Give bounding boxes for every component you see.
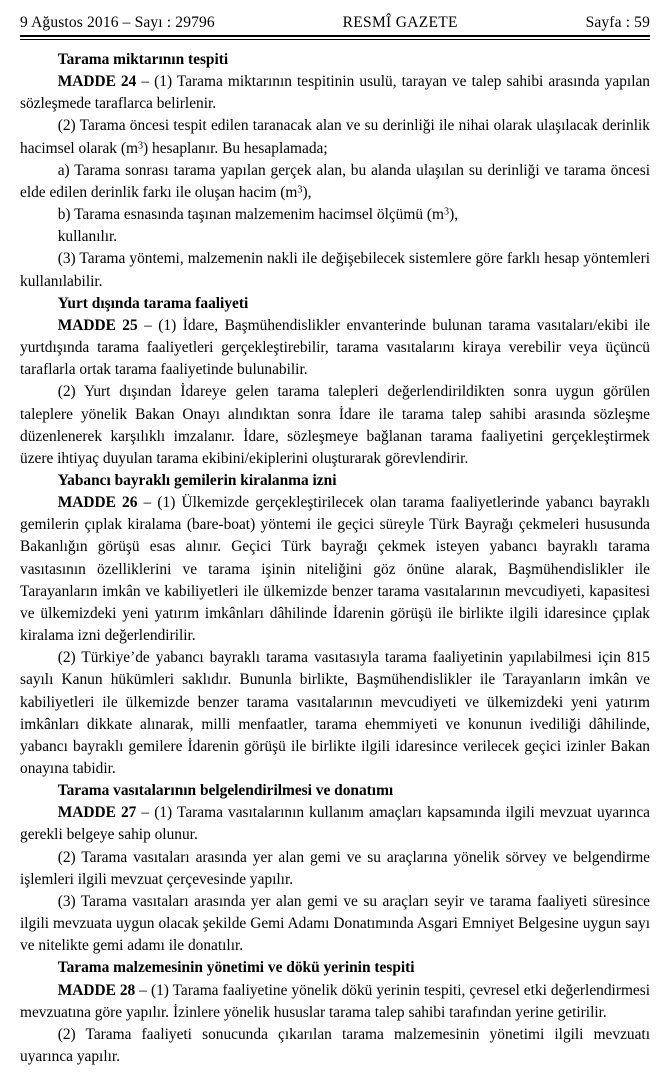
paragraph-text: (1) Tarama vasıtalarının kullanım amaçları kapsamında ilgili mevzuat uyarınca gerekli belgeye sahip olunur. [20,804,651,844]
header-page-number: Sayfa : 59 [585,14,650,31]
article-paragraph-first [20,802,650,846]
article-paragraph [20,115,650,159]
article-label-separator: – [137,494,158,512]
paragraph-text: (2) Tarama vasıtaları arasında yer alan gemi ve su araçlarına yönelik sörvey ve belgendirme işlemleri ilgili mevzuat çerçevesinde yapılır. [20,848,650,888]
article-number-label: MADDE 28 [57,981,136,999]
section-heading: Yurt dışında tarama faaliyeti [57,294,249,312]
paragraph-text: (2) Tarama öncesi tespit edilen taranacak alan ve su derinliği ile nihai olarak ulaşılacak derinlik hacimsel olarak (m [20,117,650,157]
paragraph-text-continued: ), [449,206,459,224]
paragraph-text: (1) Tarama faaliyetine yönelik dökü yerinin tespiti, çevresel etki değerlendirmesi mevzuatına göre yapılır. İzinlere yönelik hususlar tarama talep sahibi tarafından yerine getirilir. [20,981,651,1021]
paragraph-text: kullanılır. [57,228,118,246]
paragraph-text: (2) Tarama faaliyeti sonucunda çıkarılan tarama malzemesinin yönetimi ilgili mevzuatı uyarınca yapılır. [20,1025,650,1066]
paragraph-text: b) Tarama esnasında taşınan malzemenim hacimsel ölçümü (m [57,206,444,224]
section-heading: Yabancı bayraklı gemilerin kiralanma izni [57,471,337,489]
paragraph-text-continued: ), [302,183,312,201]
article-paragraph [20,226,650,248]
page-running-head [0,0,670,32]
paragraph-text: (3) Tarama vasıtaları arasında yer alan gemi ve su araçları seyir ve tarama faaliyeti süresince ilgili mevzuata uygun olacak şekilde Gemi Adamı Donatımında Asgari Emniyet Belgesine uygun sayı ve nitelikte gemi adamı ile donatılır. [20,892,650,955]
paragraph-text: (2) Yurt dışından İdareye gelen tarama talepleri değerlendirildikten sonra uygun görülen taleplere yönelik Bakan Onayı alındıktan sonra İdare ile tarama talep sahibi arasında sözleşme düzenlenerek karşılıklı imzalanır. İdare, sözleşmeye bağlanan tarama faaliyetini gerçekleştirmek üzere ihtiyaç duyulan tarama ekibini/ekiplerini oluşturarak görevlendirir. [20,383,650,467]
article-label-separator: – [135,981,151,999]
paragraph-text: (2) Türkiye’de yabancı bayraklı tarama vasıtasıyla tarama faaliyetinin yapılabilmesi için 815 sayılı Kanun hükümleri saklıdır. Bununla birlikte, Başmühendislikler ile Tarayanların imkân ve kabiliyetleri ile ülkemizde benzer tarama vasıtalarının mevcudiyeti ve ülkemizdeki yeni yatırım imkânları dikkate alınarak, milli menfaatler, tarama ehemmiyeti ve konunun ivediliği dâhilinde, yabancı bayraklı gemilere İdarenin görüşü ile birlikte ilgili idaresince verilecek geçici izinler Bakan onayına tabidir. [20,649,650,777]
article-number-label: MADDE 27 [57,804,137,822]
paragraph-text: (1) Ülkemizde gerçekleştirilecek olan tarama faaliyetlerinde yabancı bayraklı gemilerin çıplak kiralama (bare-boat) yöntemi ile geçici süreyle Türk Bayrağı çekmeleri hususunda Bakanlığın görüşü esas alınır. Geçici Türk bayrağı çekmek isteyen yabancı bayraklı tarama vasıtasının özelliklerini ve tarama işinin niteliğini göz önüne alarak, Başmühendislikler ile Tarayanların imkân ve kabiliyetleri ile ülkemizde benzer tarama vasıtalarının mevcudiyeti, kapasitesi ve ülkemizdeki yeni yatırım imkânları dâhilinde İdarenin görüşü ile birlikte ilgili idaresince çıplak kiralama izni değerlendirilir. [20,494,651,645]
article-paragraph [20,381,650,470]
section-heading: Tarama miktarının tespiti [57,51,229,68]
paragraph-text: (1) Tarama miktarının tespitinin usulü, tarayan ve talep sahibi arasında yapılan sözleşmede taraflarca belirlenir. [20,73,651,113]
article-paragraph [20,1024,650,1068]
article-label-separator: – [136,73,155,91]
cubic-metre-superscript: 3 [297,184,303,196]
section-heading: Tarama vasıtalarının belgelendirilmesi ve donatımı [57,782,394,800]
article-paragraph-first [20,71,650,115]
article-paragraph [20,248,650,292]
cubic-metre-superscript: 3 [137,140,144,152]
article-number-label: MADDE 26 [57,494,138,512]
cubic-metre-superscript: 3 [444,206,450,218]
header-publication-title: RESMÎ GAZETE [342,14,458,31]
document-body [0,40,670,1068]
paragraph-text: a) Tarama sonrası tarama yapılan gerçek alan, bu alanda ulaşılan su derinliği ve tarama öncesi elde edilen derinlik farkı ile oluşan hacim (m [20,161,650,201]
article-paragraph [20,847,650,891]
article-paragraph [20,647,650,780]
article-number-label: MADDE 25 [57,316,138,334]
header-issue-date: 9 Ağustos 2016 – Sayı : 29796 [20,14,215,31]
article-paragraph-first [20,980,650,1024]
article-paragraph-first [20,492,650,647]
paragraph-text: (1) İdare, Başmühendislikler envanterinde bulunan tarama vasıtaları/ekibi ile yurtdışında tarama faaliyetleri gerçekleştirebilir, tarama vasıtalarını kiraya verebilir veya üçüncü taraflarla ortak tarama faaliyetinde bulunabilir. [20,316,651,379]
paragraph-text-continued: ) hesaplanır. Bu hesaplamada; [143,139,328,157]
article-paragraph [20,204,650,226]
article-paragraph-first [20,315,650,381]
section-heading: Tarama malzemesinin yönetimi ve dökü yerinin tespiti [57,959,415,977]
article-paragraph [20,891,650,957]
article-number-label: MADDE 24 [57,73,137,91]
article-paragraph [20,160,650,204]
paragraph-text: (3) Tarama yöntemi, malzemenin nakli ile değişebilecek sistemlere göre farklı hesap yöntemleri kullanılabilir. [20,250,650,290]
article-label-separator: – [137,316,159,334]
article-label-separator: – [136,804,155,822]
